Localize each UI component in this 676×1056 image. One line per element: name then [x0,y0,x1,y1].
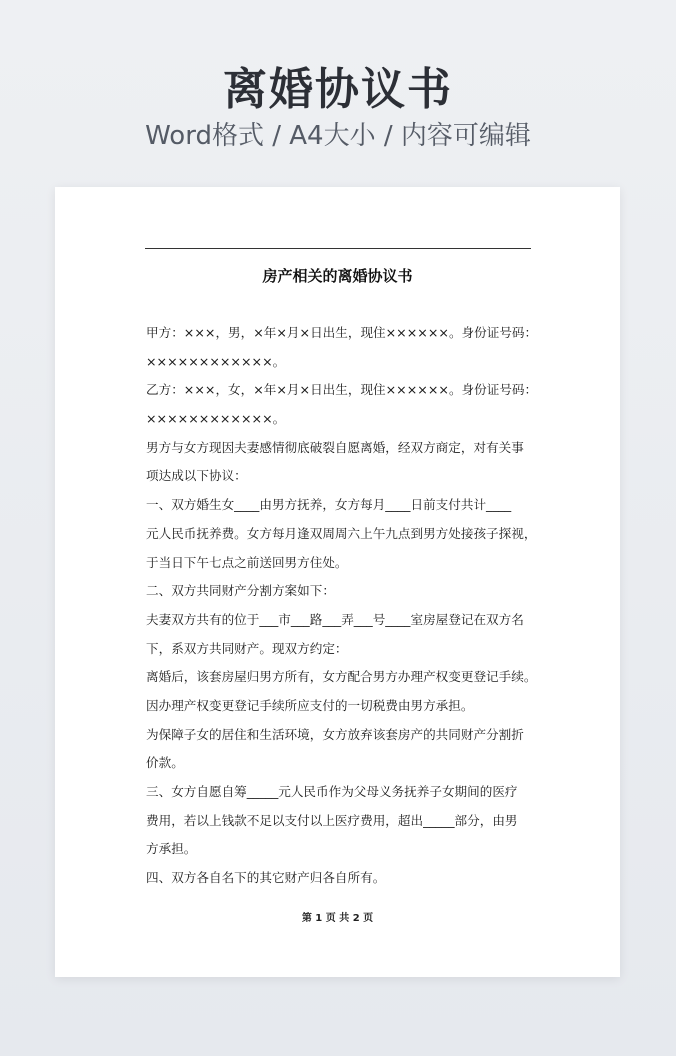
body-line: 夫妻双方共有的位于___市___路___弄___号____室房屋登记在双方名 [146,611,524,627]
body-line: 下，系双方共同财产。现双方约定： [146,640,348,656]
body-line: 元人民币抚养费。女方每月逢双周周六上午九点到男方处接孩子探视， [146,525,537,541]
body-line: 项达成以下协议： [146,468,247,484]
body-line: 三、女方自愿自筹_____元人民币作为父母义务抚养子女期间的医疗 [146,784,518,799]
body-line: 为保障子女的居住和生活环境，女方放弃该套房产的共同财产分割折 [146,726,524,742]
header [0,0,676,180]
body-line: 二、双方共同财产分割方案如下： [146,583,335,599]
page-title: 离婚协议书 [223,64,453,115]
body-line: ××××××××××××。 [146,353,286,369]
body-line: 男方与女方现因夫妻感情彻底破裂自愿离婚，经双方商定，对有关事 [146,439,524,455]
page-subtitle: Word格式 / A4大小 / 内容可编辑 [145,121,531,151]
body-line: 甲方：×××，男，×年×月×日出生，现住××××××。身份证号码： [146,325,538,340]
body-line: 乙方：×××，女，×年×月×日出生，现住××××××。身份证号码： [146,382,538,398]
body-line: 方承担。 [146,841,197,857]
document-body [146,319,546,893]
body-line: ××××××××××××。 [146,411,286,427]
body-line: 价款。 [146,755,184,771]
document-title: 房产相关的离婚协议书 [262,267,413,285]
body-line: 一、双方婚生女____由男方抚养，女方每月____日前支付共计____ [146,497,512,513]
body-line: 离婚后，该套房屋归男方所有，女方配合男方办理产权变更登记手续。 [146,669,537,685]
body-line: 四、双方各自名下的其它财产归各自所有。 [146,870,386,886]
body-line: 因办理产权变更登记手续所应支付的一切税费由男方承担。 [146,697,474,713]
body-line: 于当日下午七点之前送回男方住处。 [146,554,348,570]
header-rule [145,248,531,249]
body-line: 费用，若以上钱款不足以支付以上医疗费用，超出_____部分，由男 [146,812,518,828]
page-number: 第 1 页 共 2 页 [301,913,374,924]
document-page [55,187,620,977]
